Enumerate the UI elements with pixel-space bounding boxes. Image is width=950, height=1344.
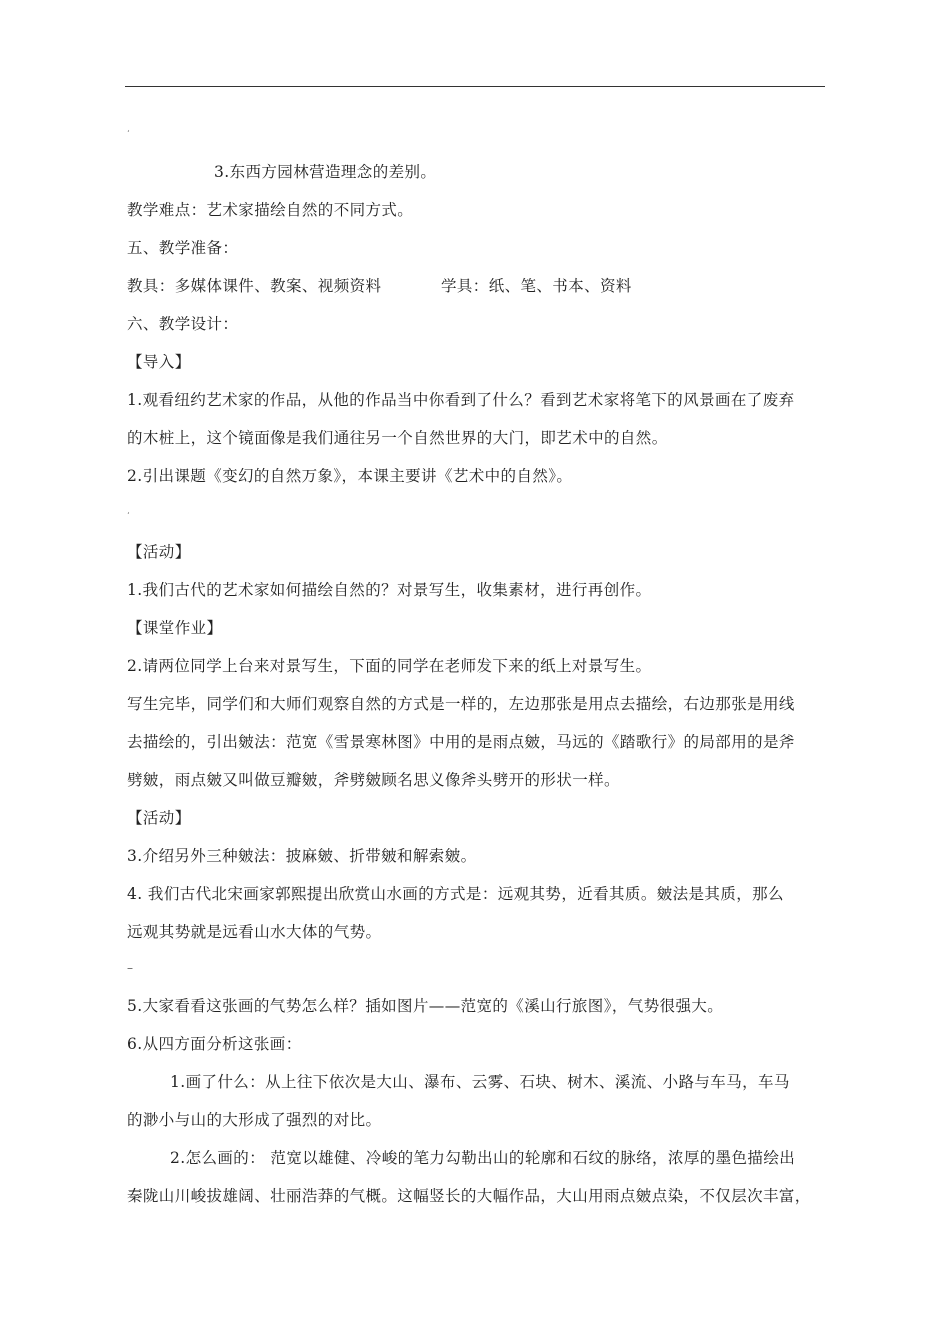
header-rule	[125, 86, 825, 87]
paragraph-line: 6.从四方面分析这张画：	[127, 1035, 302, 1053]
paragraph-line: 2.引出课题《变幻的自然万象》，本课主要讲《艺术中的自然》。	[127, 467, 573, 485]
analysis-item-2: 2.怎么画的： 范宽以雄健、冷峻的笔力勾勒出山的轮廓和石纹的脉络，浓厚的墨色描绘出	[170, 1149, 796, 1167]
paragraph-line: 5.大家看看这张画的气势怎么样？插如图片——范宽的《溪山行旅图》，气势很强大。	[127, 997, 724, 1015]
stray-dash: –	[127, 961, 133, 975]
bracket-heading-activity: 【活动】	[127, 809, 191, 827]
paragraph-line: 1.我们古代的艺术家如何描绘自然的？对景写生，收集素材，进行再创作。	[127, 581, 652, 599]
paragraph-line: 远观其势就是远看山水大体的气势。	[127, 923, 382, 941]
analysis-item-1: 1.画了什么：从上往下依次是大山、瀑布、云雾、石块、树木、溪流、小路与车马，车马	[170, 1073, 790, 1091]
learning-tools: 学具：纸、笔、书本、资料	[441, 277, 632, 295]
paragraph-line: 2.请两位同学上台来对景写生，下面的同学在老师发下来的纸上对景写生。	[127, 657, 652, 675]
paragraph-line: 1.观看纽约艺术家的作品，从他的作品当中你看到了什么？看到艺术家将笔下的风景画在了废弃	[127, 391, 795, 409]
page-mark: ʻ	[127, 129, 130, 138]
objective-item-3: 3.东西方园林营造理念的差别。	[214, 163, 437, 181]
section-heading-design: 六、教学设计：	[127, 315, 239, 333]
paragraph-line: 3.介绍另外三种皴法：披麻皴、折带皴和解索皴。	[127, 847, 477, 865]
teaching-tools: 教具：多媒体课件、教案、视频资料	[127, 277, 382, 295]
paragraph-line: 劈皴，雨点皴又叫做豆瓣皴，斧劈皴顾名思义像斧头劈开的形状一样。	[127, 771, 620, 789]
paragraph-line: 的渺小与山的大形成了强烈的对比。	[127, 1111, 382, 1129]
page-mark: ʻ	[127, 511, 130, 520]
bracket-heading-classwork: 【课堂作业】	[127, 619, 223, 637]
paragraph-line: 去描绘的，引出皴法：范宽《雪景寒林图》中用的是雨点皴，马远的《踏歌行》的局部用的是斧	[127, 733, 795, 751]
paragraph-line: 秦陇山川峻拔雄阔、壮丽浩莽的气概。这幅竖长的大幅作品，大山用雨点皴点染，不仅层次丰富，	[127, 1187, 811, 1205]
bracket-heading-activity: 【活动】	[127, 543, 191, 561]
teaching-difficulty: 教学难点：艺术家描绘自然的不同方式。	[127, 201, 414, 219]
paragraph-line: 4. 我们古代北宋画家郭熙提出欣赏山水画的方式是：远观其势，近看其质。皴法是其质，那么	[127, 885, 784, 903]
section-heading-preparation: 五、教学准备：	[127, 239, 239, 257]
paragraph-line: 写生完毕，同学们和大师们观察自然的方式是一样的，左边那张是用点去描绘，右边那张是用线	[127, 695, 795, 713]
paragraph-line: 的木桩上，这个镜面像是我们通往另一个自然世界的大门，即艺术中的自然。	[127, 429, 668, 447]
bracket-heading-intro: 【导入】	[127, 353, 191, 371]
